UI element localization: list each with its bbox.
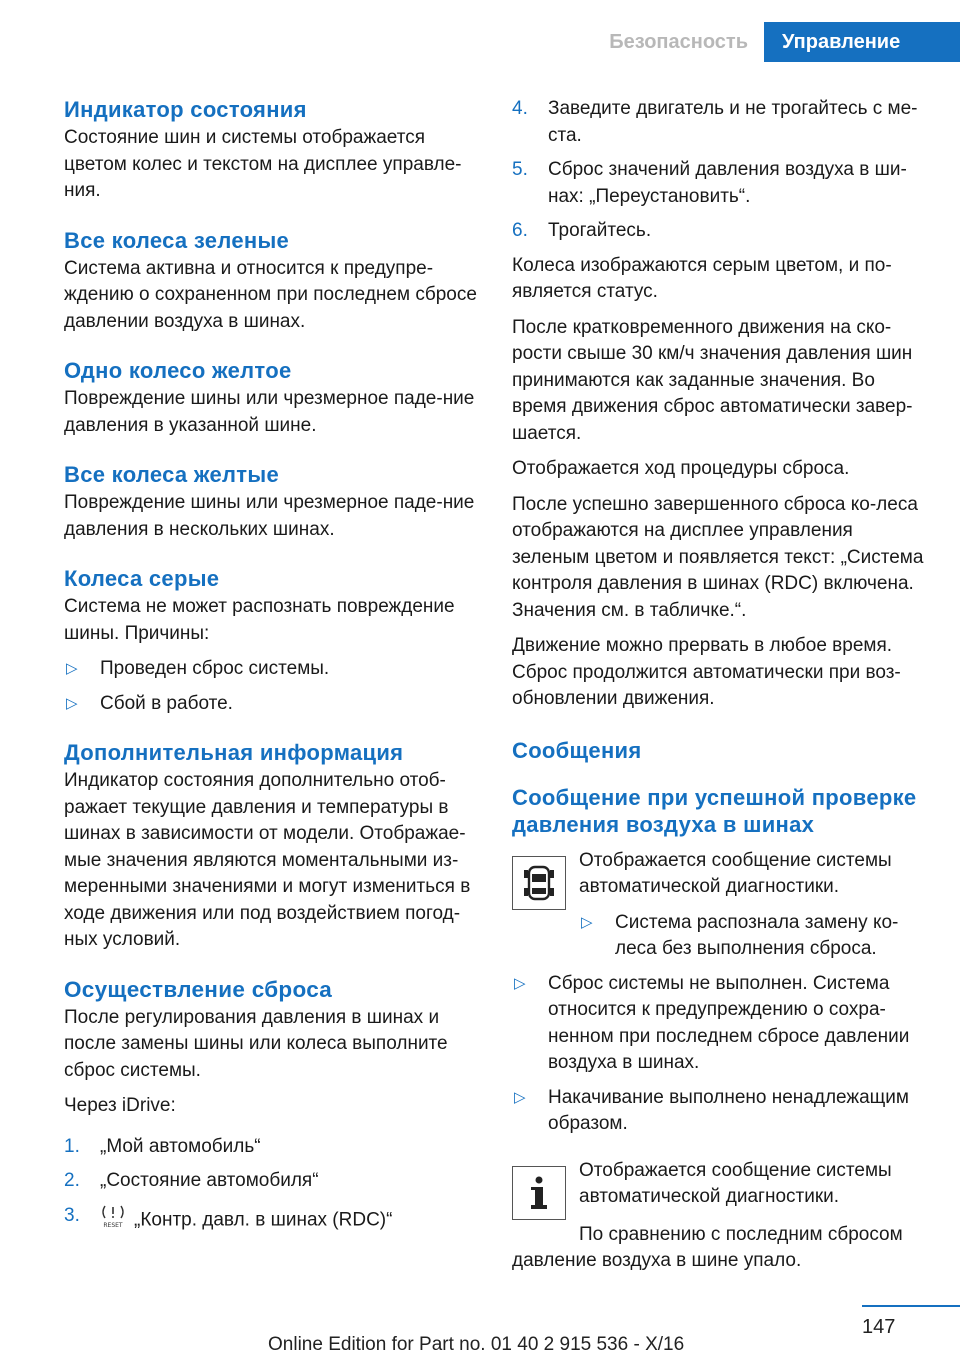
heading-status-indicator: Индикатор состояния xyxy=(64,97,307,122)
heading-all-yellow: Все колеса желтые xyxy=(64,462,279,487)
triangle-bullet-icon: ▷ xyxy=(66,660,78,677)
list-item: ▷ Система распознала замену ко-леса без выполнения сброса. xyxy=(581,911,899,959)
message-block-info xyxy=(512,1158,928,1224)
triangle-bullet-icon: ▷ xyxy=(514,974,526,992)
tire-reset-icon xyxy=(100,1203,126,1238)
reset-steps-list xyxy=(64,1134,484,1238)
cause-list xyxy=(512,971,928,1138)
heading-messages: Сообщения xyxy=(512,737,642,763)
header-tabs xyxy=(595,22,960,62)
paragraph-more-info: Индикатор состояния дополнительно отоб-ражает текущие давления и температуры в шинах в зависимости от модели. Отображае-мые значения являются моментальными из-меренными значениями и могут измениться в ходе движения или под воздействием погод-ных условий. xyxy=(64,770,471,950)
triangle-bullet-icon: ▷ xyxy=(581,913,593,931)
paragraph-grey-status: Колеса изображаются серым цветом, и по-является статус. xyxy=(512,254,892,302)
grey-reasons-list xyxy=(64,656,484,717)
list-item: 1. „Мой автомобиль“ xyxy=(64,1135,261,1157)
message-text-2b: По сравнению с последним сбросом давление воздуха в шине упало. xyxy=(512,1223,903,1271)
heading-one-yellow: Одно колесо желтое xyxy=(64,358,292,383)
tab-operation[interactable]: Управление xyxy=(764,22,960,62)
info-icon xyxy=(512,1166,566,1220)
list-item: 2. „Состояние автомобиля“ xyxy=(64,1170,319,1191)
paragraph-interrupt: Движение можно прервать в любое время. Сброс продолжится автоматически при воз-обновлении движения. xyxy=(512,635,901,709)
list-item: ▷ Сбой в работе. xyxy=(64,691,484,718)
heading-all-green: Все колеса зеленые xyxy=(64,227,290,253)
list-item: 4. Заведите двигатель и не трогайтесь с ме-ста. xyxy=(512,98,918,146)
paragraph-grey: Система не может распознать повреждение шины. Причины: xyxy=(64,596,455,644)
list-item: ▷ Накачивание выполнено ненадлежащим образом. xyxy=(514,1086,909,1134)
car-tires-icon xyxy=(512,856,566,910)
paragraph-success: После успешно завершенного сброса ко-леса отображаются на дисплее управления зеленым цветом и появляется текст: „Система контроля давления в шинах (RDC) включена. Значения см. в табличке.“. xyxy=(512,493,924,621)
heading-reset: Осуществление сброса xyxy=(64,976,333,1002)
paragraph-all-green: Система активна и относится к предупре-ждению о сохраненном при последнем сбросе давлении воздуха в шинах. xyxy=(64,257,477,332)
paragraph-one-yellow: Повреждение шины или чрезмерное паде-ние давления в указанной шине. xyxy=(64,388,475,436)
footer-note: Online Edition for Part no. 01 40 2 915 536 - X/16 xyxy=(268,1334,685,1355)
tab-safety[interactable]: Безопасность xyxy=(595,22,764,62)
paragraph-reset: После регулирования давления в шинах и после замены шины или колеса выполните сброс системы. xyxy=(64,1006,448,1081)
triangle-bullet-icon: ▷ xyxy=(66,694,78,712)
svg-text:RESET: RESET xyxy=(103,1221,123,1229)
list-item: ▷ Проведен сброс системы. xyxy=(64,656,484,683)
list-item: 3. RESET „Контр. давл. в шинах (RDC)“ xyxy=(64,1203,484,1238)
list-item: 5. Сброс значений давления воздуха в ши-нах: „Переустановить“. xyxy=(512,159,907,207)
message-block-car xyxy=(512,848,928,963)
reset-steps-list-continued xyxy=(512,96,928,245)
paragraph-idrive: Через iDrive: xyxy=(64,1095,176,1116)
paragraph-progress: Отображается ход процедуры сброса. xyxy=(512,458,850,479)
heading-grey: Колеса серые xyxy=(64,566,220,591)
paragraph-drive-speed: После кратковременного движения на ско-рости свыше 30 км/ч значения давления шин принимаются как заданные значения. Во время движения сброс автоматически завер-шается. xyxy=(512,316,913,444)
list-item: ▷ Сброс системы не выполнен. Система относится к предупреждению о сохра-ненном при последнем сбросе давлении воздуха в шинах. xyxy=(514,972,910,1073)
heading-success-check: Сообщение при успешной проверке давления воздуха в шинах xyxy=(512,784,917,837)
heading-more-info: Дополнительная информация xyxy=(64,740,404,765)
list-item: 6. Трогайтесь. xyxy=(512,220,652,241)
paragraph-status: Состояние шин и системы отображается цветом колес и текстом на дисплее управле-ния. xyxy=(64,127,462,201)
triangle-bullet-icon: ▷ xyxy=(514,1088,526,1106)
right-column xyxy=(512,96,928,1284)
message-text-2: Отображается сообщение системы автоматической диагностики. xyxy=(579,1159,892,1207)
message-sub-list xyxy=(579,910,928,963)
left-column xyxy=(64,96,484,1245)
footer-accent-line xyxy=(862,1305,960,1307)
paragraph-all-yellow: Повреждение шины или чрезмерное паде-ние давления в нескольких шинах. xyxy=(64,492,475,540)
page-number: 147 xyxy=(862,1316,896,1338)
message-text-1: Отображается сообщение системы автоматической диагностики. xyxy=(579,849,892,897)
